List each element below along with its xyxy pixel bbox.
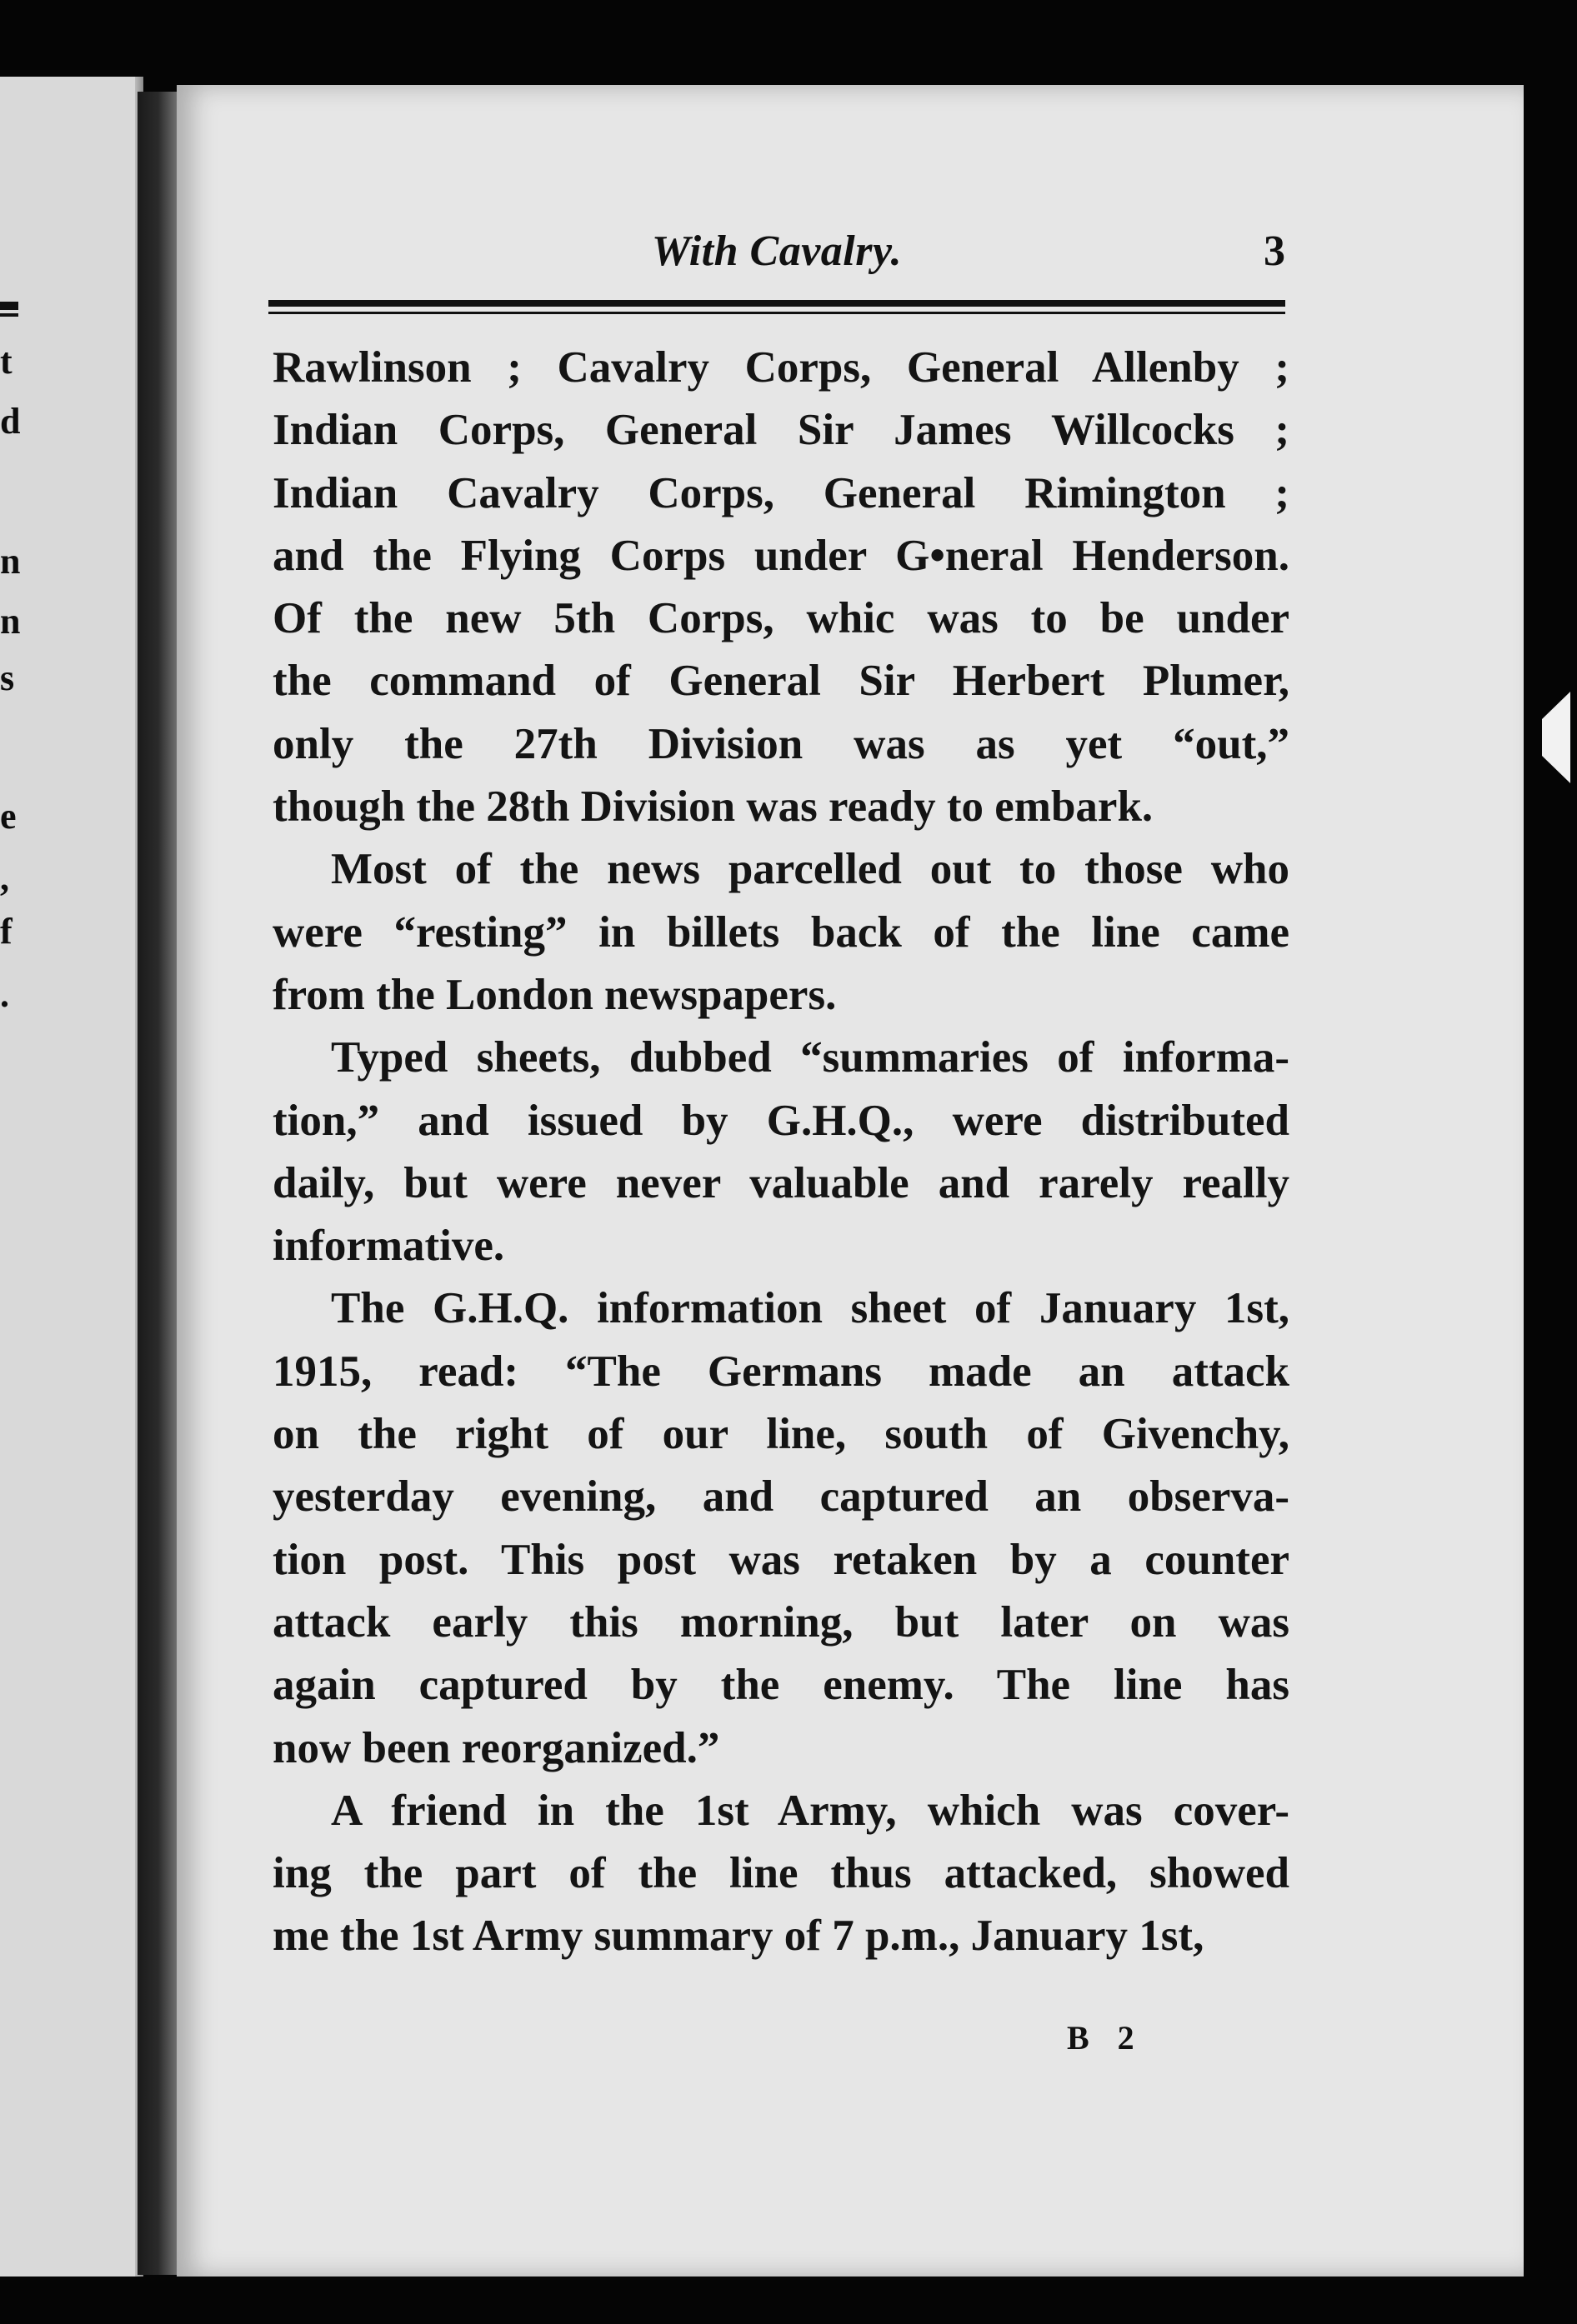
signature-mark: B 2 [1067,2019,1144,2057]
text-line: were “resting” in billets back of the line came [273,907,1289,957]
adjacent-page-fragment: n [0,601,21,642]
running-title: With Cavalry. [651,227,903,275]
text-line: from the London newspapers. [273,970,837,1019]
text-line: on the right of our line, south of Givenchy, [273,1410,1289,1459]
text-line: informative. [273,1222,505,1271]
text-line: Indian Cavalry Corps, General Rimington ; [273,468,1289,517]
adjacent-page-fragment: f [0,911,13,952]
page-number: 3 [1264,227,1285,275]
adjacent-page-fragment: e [0,796,17,837]
text-line: tion,” and issued by G.H.Q., were distributed [273,1096,1289,1145]
book-page [177,85,1524,2277]
adjacent-page-fragment: t [0,341,13,382]
text-line: and the Flying Corps under G•neral Henderson. [273,531,1289,580]
adjacent-page-rule-thin [0,313,18,317]
text-line: Most of the news parcelled out to those who [331,845,1289,894]
text-line: Typed sheets, dubbed “summaries of informa- [331,1033,1289,1082]
text-line: now been reorganized.” [273,1723,720,1772]
text-line: yesterday evening, and captured an observa- [273,1472,1289,1522]
adjacent-page [0,77,143,2277]
adjacent-page-fragment: d [0,401,21,442]
header-rule-thin [268,312,1285,314]
body-text [273,337,1289,1968]
adjacent-page-fragment: n [0,541,21,582]
text-line: Rawlinson ; Cavalry Corps, General Allenby ; [273,343,1289,392]
text-line: The G.H.Q. information sheet of January 1st, [331,1284,1289,1333]
text-line: again captured by the enemy. The line has [273,1661,1289,1710]
paragraph [273,337,1289,838]
adjacent-page-fragment: , [0,857,9,898]
text-line: the command of General Sir Herbert Plumer, [273,657,1289,706]
text-line: though the 28th Division was ready to embark. [273,782,1154,832]
paragraph [273,838,1289,1027]
text-line: Of the new 5th Corps, whic was to be under [273,594,1289,643]
adjacent-page-fragment: s [0,657,15,698]
scan-border [1524,85,1577,2277]
text-line: 1915, read: “The Germans made an attack [273,1347,1289,1396]
text-line: daily, but were never valuable and rarely really [273,1158,1289,1207]
paragraph [273,1277,1289,1779]
adjacent-page-fragment: . [0,974,9,1015]
paragraph [273,1780,1289,1968]
text-line: me the 1st Army summary of 7 p.m., January 1st, [273,1912,1204,1961]
text-line: tion post. This post was retaken by a counter [273,1535,1289,1584]
adjacent-page-rule [0,302,18,310]
header-rule [268,300,1285,307]
paragraph [273,1027,1289,1277]
text-line: attack early this morning, but later on was [273,1597,1289,1647]
text-line: A friend in the 1st Army, which was cover- [331,1786,1289,1835]
text-line: only the 27th Division was as yet “out,” [273,719,1289,768]
text-line: Indian Corps, General Sir James Willcocks ; [273,406,1289,455]
page-header [268,227,1285,293]
text-line: ing the part of the line thus attacked, showed [273,1849,1289,1898]
